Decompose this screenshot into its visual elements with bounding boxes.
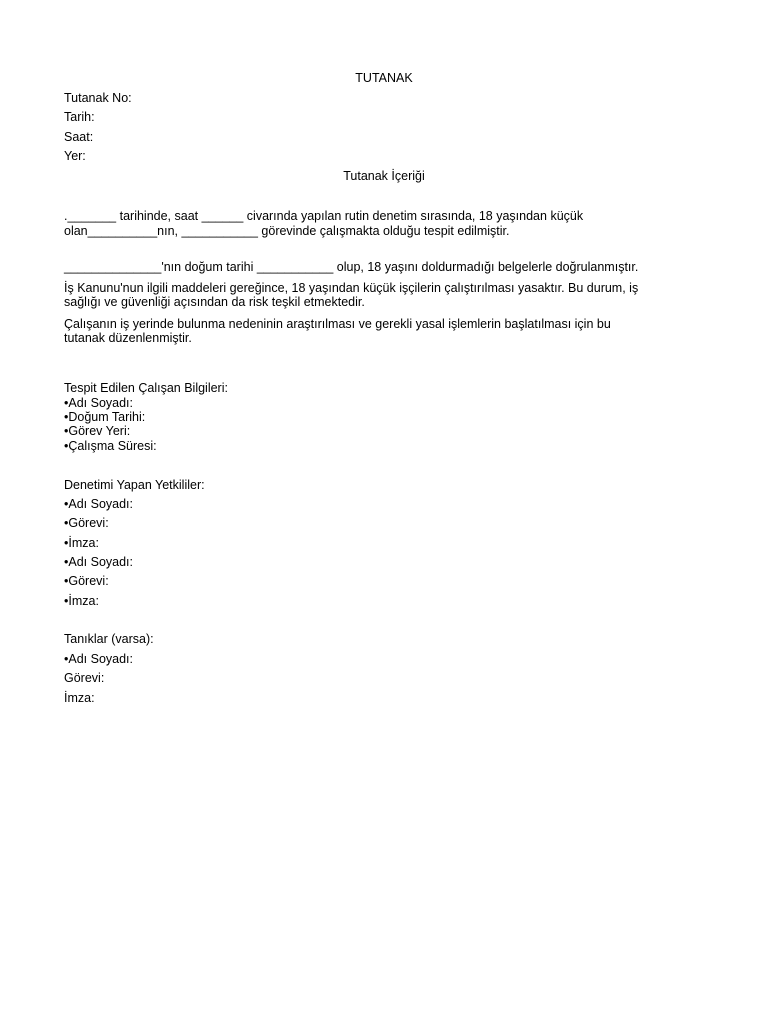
inspector-item-name-1: •Adı Soyadı: [64, 497, 134, 511]
employee-item-duration: •Çalışma Süresi: [64, 439, 157, 453]
paragraph3-line1: İş Kanunu'nun ilgili maddeleri gereğince, 18 yaşından küçük işçilerin çalıştırılması yasaktır. Bu durum, iş [64, 281, 639, 295]
inspector-item-name-2: •Adı Soyadı: [64, 555, 134, 569]
employee-section-heading: Tespit Edilen Çalışan Bilgileri: [64, 381, 228, 395]
content-heading: Tutanak İçeriği [343, 169, 425, 183]
paragraph4-line2: tutanak düzenlenmiştir. [64, 331, 192, 345]
paragraph2-line1: ______________'nın doğum tarihi ___________ olup, 18 yaşını doldurmadığı belgelerle doğrulanmıştır. [64, 260, 639, 274]
inspectors-section-heading: Denetimi Yapan Yetkililer: [64, 478, 205, 492]
employee-item-name: •Adı Soyadı: [64, 396, 134, 410]
paragraph4-line1: Çalışanın iş yerinde bulunma nedeninin araştırılması ve gerekli yasal işlemlerin başlatılması için bu [64, 317, 611, 331]
witness-item-role: Görevi: [64, 671, 105, 685]
yer-label: Yer: [64, 149, 86, 163]
employee-item-birthdate: •Doğum Tarihi: [64, 410, 146, 424]
paragraph1-line1: ._______ tarihinde, saat ______ civarında yapılan rutin denetim sırasında, 18 yaşından küçük [64, 209, 584, 223]
employee-item-position: •Görev Yeri: [64, 424, 131, 438]
tarih-label: Tarih: [64, 110, 95, 124]
witnesses-section-heading: Tanıklar (varsa): [64, 632, 154, 646]
inspector-item-role-2: •Görevi: [64, 574, 109, 588]
paragraph3-line2: sağlığı ve güvenliği açısından da risk teşkil etmektedir. [64, 295, 365, 309]
paragraph1-line2: olan__________nın, ___________ görevinde çalışmakta olduğu tespit edilmiştir. [64, 224, 510, 238]
inspector-item-signature-2: •İmza: [64, 594, 99, 608]
document-title: TUTANAK [355, 71, 413, 85]
witness-item-name: •Adı Soyadı: [64, 652, 134, 666]
saat-label: Saat: [64, 130, 94, 144]
tutanak-no-label: Tutanak No: [64, 91, 132, 105]
inspector-item-role-1: •Görevi: [64, 516, 109, 530]
inspector-item-signature-1: •İmza: [64, 536, 99, 550]
witness-item-signature: İmza: [64, 691, 95, 705]
